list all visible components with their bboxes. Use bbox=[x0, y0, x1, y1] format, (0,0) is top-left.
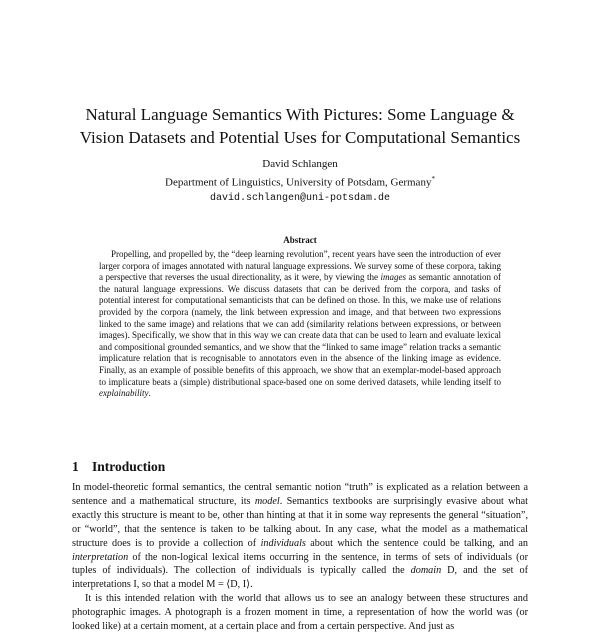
author-email[interactable]: david.schlangen@uni-potsdam.de bbox=[209, 192, 391, 204]
author-block bbox=[72, 157, 528, 206]
p1-emphasis-domain: domain bbox=[410, 565, 442, 577]
abstract-text bbox=[99, 249, 501, 400]
p1-emphasis-interpretation: interpretation bbox=[72, 551, 129, 563]
paper-title bbox=[72, 103, 528, 149]
p1-text-b: . Semantics textbooks are surprisingly evasive about what exactly this structure is meant to be, other than hinting at that it in some way represents the general “situation”, or “world”, that the sentence is taken to be talking about. In any case, what the model as a mathematical structure does is to provide a collection of bbox=[72, 495, 528, 549]
p1-text-d: of the non-logical lexical items occurring in the sentence, in terms of sets of individuals (or tuples of individuals). The collection of individuals is typically called the bbox=[72, 551, 528, 577]
p1-text-e: D, and the set of interpretations I, so that a model M = ⟨D, I⟩. bbox=[72, 565, 528, 591]
p1-text-a: In model-theoretic formal semantics, the central semantic notion “truth” is explicated as a relation between a sentence and a mathematical structure, its bbox=[72, 482, 528, 507]
abstract-heading: Abstract bbox=[283, 235, 317, 245]
author-affiliation bbox=[72, 172, 528, 191]
section-body bbox=[72, 481, 528, 634]
section-title: Introduction bbox=[92, 459, 166, 474]
affiliation-footnote-mark: * bbox=[431, 175, 435, 183]
abstract-emphasis-explainability: explainability bbox=[99, 388, 149, 399]
p1-emphasis-model: model bbox=[254, 495, 280, 507]
paragraph-2: It is this intended relation with the world that allows us to see an analogy between these structures and photographic images. A photograph is a frozen moment in time, a representation of how the world was (or looked like) at a certain moment, at a certain place and from a certain perspective. And just as bbox=[72, 593, 528, 633]
section-heading bbox=[72, 459, 165, 475]
abstract-part-2: as semantic annotation of the natural language expressions. We discuss datasets that can be derived from the corpora, and tasks of potential interest for computational semanticists that can be defined on those. In this, we make use of relations provided by the corpora (namely, the link between expression and image, and that between two expressions linked to the same image) and relations that we can add (similarity relations between expressions, or between images). Specifically, we show that in this way we can create data that can be used to learn and evaluate lexical and compositional grounded semantics, and we show that the “linked to same image” relation tracks a semantic implicature relation that is recognisable to annotators even in the absence of the linking image as evidence. Finally, as an example of possible benefits of this approach, we show that an exemplar-model-based approach to implicature beats a (simple) distributional space-based one on some derived datasets, while lending itself to bbox=[99, 272, 501, 387]
paragraph-1 bbox=[72, 481, 528, 592]
abstract-emphasis-images: images bbox=[380, 272, 406, 283]
author-name: David Schlangen bbox=[262, 158, 338, 170]
p1-emphasis-individuals: individuals bbox=[260, 537, 306, 549]
abstract-part-1: Propelling, and propelled by, the “deep learning revolution”, recent years have seen the introduction of ever larger corpora of images annotated with natural language expressions. We survey some of these corpora, taking a perspective that reverses the usual directionality, as it were, by viewing the bbox=[99, 249, 501, 283]
title-line-2: Vision Datasets and Potential Uses for Computational Semantics bbox=[79, 128, 521, 147]
affiliation-text: Department of Linguistics, University of Potsdam, Germany bbox=[165, 176, 432, 189]
title-line-1: Natural Language Semantics With Pictures: Some Language & bbox=[85, 105, 515, 124]
section-number: 1 bbox=[72, 459, 79, 474]
p1-text-c: about which the sentence could be talking, and an bbox=[305, 537, 528, 549]
abstract-part-3: . bbox=[148, 388, 151, 399]
